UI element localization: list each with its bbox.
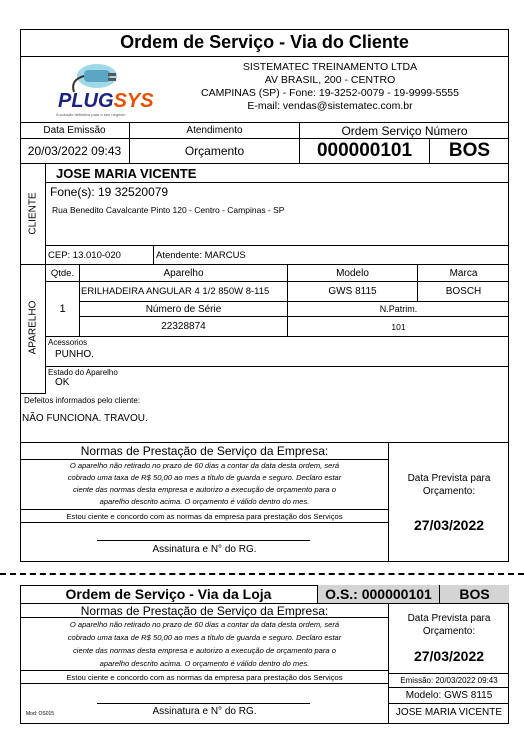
accessories-value: PUNHO. [55, 349, 94, 360]
norms-line: O aparelho não retirado no prazo de 60 dias a contar da data desta ordem, será [69, 461, 340, 470]
date-value: 20/03/2022 09:43 [20, 139, 130, 164]
state-label: Estado do Aparelho [48, 368, 118, 377]
store-client-name: JOSE MARIA VICENTE [395, 706, 503, 718]
forecast-box [389, 443, 509, 562]
norms-title: Normas de Prestação de Serviço da Empresa: [20, 443, 389, 460]
col-model: Modelo [288, 265, 418, 282]
store-signature-label: Assinatura e N° do RG. [152, 705, 257, 717]
device-model: GWS 8115 [288, 282, 418, 302]
logo-text [58, 90, 154, 113]
logo-text-plug: PLUG [58, 90, 114, 112]
store-model: Modelo: GWS 8115 [389, 688, 509, 704]
company-logo [52, 62, 152, 120]
col-qty: Qtde. [46, 265, 80, 282]
forecast-date: 27/03/2022 [413, 517, 485, 533]
store-os-code: BOS [440, 585, 509, 604]
company-email: E-mail: vendas@sistematec.com.br [247, 100, 413, 112]
os-code: BOS [430, 139, 509, 164]
company-address: AV BRASIL, 200 - CENTRO [264, 74, 396, 86]
client-cep: CEP: 13.010-020 [46, 245, 154, 265]
store-form-code: Mod: OS015 [26, 711, 55, 717]
state-box [46, 367, 509, 394]
device-brand: BOSCH [418, 282, 509, 302]
store-emission: Emissão: 20/03/2022 09:43 [389, 673, 509, 688]
store-forecast-date: 27/03/2022 [413, 648, 485, 664]
defects-label: Defeitos informados pelo cliente: [24, 396, 141, 405]
serial-label: Número de Série [80, 302, 288, 317]
os-number-label: Ordem Serviço Número [300, 123, 509, 139]
defects-text: NÃO FUNCIONA. TRAVOU. [22, 413, 148, 424]
signature-line [97, 540, 310, 541]
col-brand: Marca [418, 265, 509, 282]
defects-box [20, 394, 509, 443]
store-os-number: O.S.: 000000101 [318, 585, 440, 604]
patrim-value: 101 [288, 317, 509, 337]
store-forecast-label-line1: Data Prevista para [407, 613, 491, 624]
client-section-label: CLIENTE [27, 192, 39, 235]
accessories-label: Acessorios [48, 338, 88, 347]
store-forecast-label [389, 612, 509, 638]
service-label: Atendimento [130, 123, 300, 139]
serial-value: 22328874 [80, 317, 288, 337]
norms-agree: Estou ciente e concordo com as normas da empresa para prestação dos Serviços [20, 509, 389, 523]
forecast-label [389, 472, 509, 498]
device-qty: 1 [46, 282, 80, 337]
service-value: Orçamento [130, 139, 300, 164]
client-attendant: Atendente: MARCUS [154, 245, 509, 265]
client-copy-title: Ordem de Serviço - Via do Cliente [20, 29, 509, 57]
device-section-side [20, 265, 46, 394]
company-city-phone: CAMPINAS (SP) - Fone: 19-3252-0079 - 19-9999-5555 [201, 87, 459, 99]
logo-text-sys: SYS [113, 90, 154, 112]
cut-line [0, 573, 524, 575]
patrim-label: N.Patrim. [288, 302, 509, 317]
client-address: Rua Benedito Cavalcante Pinto 120 - Centro - Campinas - SP [52, 205, 285, 215]
store-norms-agree: Estou ciente e concordo com as normas da empresa para prestação dos Serviços [20, 670, 389, 684]
os-number-value: 000000101 [300, 139, 430, 164]
company-info [180, 61, 480, 113]
accessories-box [46, 337, 509, 367]
company-name: SISTEMATEC TREINAMENTO LTDA [242, 61, 418, 73]
device-name: ERILHADEIRA ANGULAR 4 1/2 850W 8-115 [80, 282, 288, 302]
client-name: JOSE MARIA VICENTE [46, 164, 509, 183]
forecast-label-line1: Data Prevista para [407, 473, 491, 484]
store-norms-text [22, 618, 387, 670]
store-norms-line: aparelho descrito acima. O orçamento é válido dentro do mes. [99, 659, 310, 668]
col-device: Aparelho [80, 265, 288, 282]
state-value: OK [55, 377, 70, 388]
client-section-side [20, 164, 46, 265]
store-forecast-label-line2: Orçamento: [422, 626, 476, 637]
forecast-label-line2: Orçamento: [422, 486, 476, 497]
logo-tagline: A solução definitiva para o seu negócio [56, 112, 126, 117]
store-norms-line: cobrado uma taxa de R$ 50,00 ao mes a título de guarda e seguro. Declaro estar [67, 633, 342, 642]
client-phones: Fone(s): 19 32520079 [50, 185, 169, 199]
store-norms-line: ciente das normas desta empresa e autorizo a execução de orçamento para o [73, 646, 336, 655]
signature-label: Assinatura e N° do RG. [152, 543, 257, 555]
store-copy-title: Ordem de Serviço - Via da Loja [20, 585, 318, 604]
norms-line: ciente das normas desta empresa e autorizo a execução de orçamento para o [73, 485, 336, 494]
date-label: Data Emissão [20, 123, 130, 139]
norms-line: cobrado uma taxa de R$ 50,00 ao mes a título de guarda e seguro. Declaro estar [67, 473, 342, 482]
store-norms-title: Normas de Prestação de Serviço da Empresa: [20, 604, 389, 618]
store-norms-line: O aparelho não retirado no prazo de 60 dias a contar da data desta ordem, será [69, 620, 340, 629]
norms-text [22, 460, 387, 508]
norms-line: aparelho descrito acima. O orçamento é válido dentro do mes. [99, 497, 310, 506]
device-section-label: APARELHO [27, 300, 39, 355]
